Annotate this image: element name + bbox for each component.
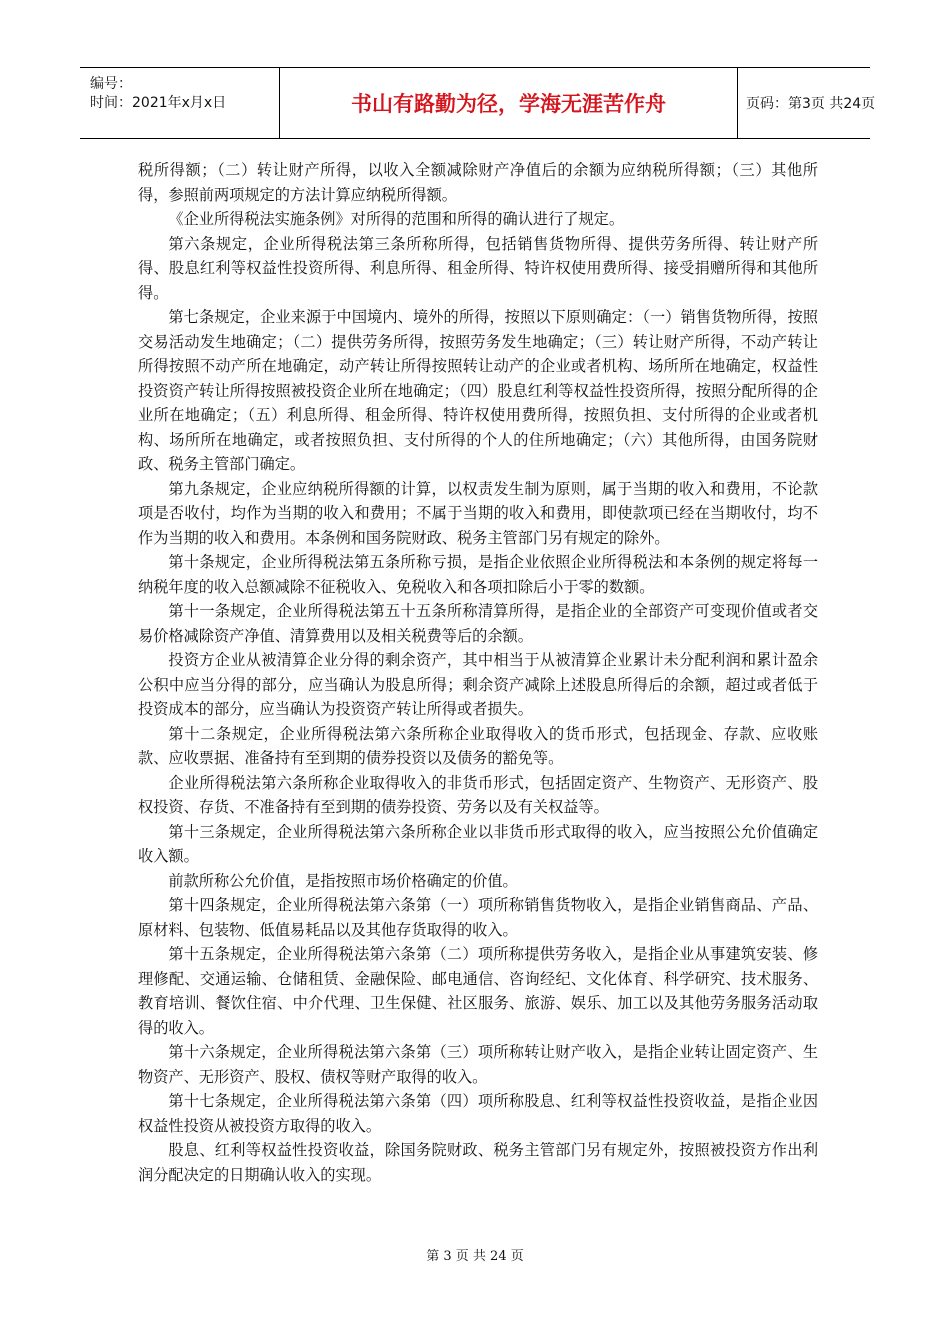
footer-page-number: 第 3 页 共 24 页 <box>426 1249 524 1264</box>
body-paragraph: 前款所称公允价值，是指按照市场价格确定的价值。 <box>168 871 518 890</box>
header-motto: 书山有路勤为径，学海无涯苦作舟 <box>351 92 666 116</box>
document-number-label: 编号： <box>90 76 132 92</box>
page-footer <box>0 1245 950 1264</box>
body-paragraph: 第九条规定，企业应纳税所得额的计算，以权责发生制为原则，属于当期的收入和费用，不论款项是否收付，均作为当期的收入和费用；不属于当期的收入和费用，即使款项已经在当期收付，均不作为当期的收入和费用。本条例和国务院财政、税务主管部门另有规定的除外。 <box>138 479 818 547</box>
document-body <box>138 158 818 1187</box>
body-paragraph: 税所得额；（二）转让财产所得，以收入全额减除财产净值后的余额为应纳税所得额；（三）其他所得，参照前两项规定的方法计算应纳税所得额。 <box>138 161 818 204</box>
body-paragraph: 《企业所得税法实施条例》对所得的范围和所得的确认进行了规定。 <box>168 210 625 228</box>
body-paragraph: 企业所得税法第六条所称企业取得收入的非货币形式，包括固定资产、生物资产、无形资产、股权投资、存货、不准备持有至到期的债券投资、劳务以及有关权益等。 <box>138 773 818 816</box>
header-page-info: 页码：第3页 共24页 <box>746 96 876 112</box>
body-paragraph: 第十七条规定，企业所得税法第六条第（四）项所称股息、红利等权益性投资收益，是指企业因权益性投资从被投资方取得的收入。 <box>138 1092 818 1135</box>
body-paragraph: 第六条规定，企业所得税法第三条所称所得，包括销售货物所得、提供劳务所得、转让财产所得、股息红利等权益性投资所得、利息所得、租金所得、特许权使用费所得、接受捐赠所得和其他所得。 <box>138 234 818 302</box>
body-paragraph: 第十二条规定，企业所得税法第六条所称企业取得收入的货币形式，包括现金、存款、应收账款、应收票据、准备持有至到期的债券投资以及债务的豁免等。 <box>138 724 818 767</box>
body-paragraph: 第十五条规定，企业所得税法第六条第（二）项所称提供劳务收入，是指企业从事建筑安装、修理修配、交通运输、仓储租赁、金融保险、邮电通信、咨询经纪、文化体育、科学研究、技术服务、教育培训、餐饮住宿、中介代理、卫生保健、社区服务、旅游、娱乐、加工以及其他劳务服务活动取得的收入。 <box>138 945 818 1037</box>
body-paragraph: 第十条规定，企业所得税法第五条所称亏损，是指企业依照企业所得税法和本条例的规定将每一纳税年度的收入总额减除不征税收入、免税收入和各项扣除后小于零的数额。 <box>138 553 818 596</box>
document-date-label: 时间：2021年x月x日 <box>90 95 227 111</box>
body-paragraph: 投资方企业从被清算企业分得的剩余资产，其中相当于从被清算企业累计未分配利润和累计盈余公积中应当分得的部分，应当确认为股息所得；剩余资产减除上述股息所得后的余额，超过或者低于投资成本的部分，应当确认为投资资产转让所得或者损失。 <box>138 651 818 718</box>
page-header <box>80 67 876 139</box>
header-meta-cell <box>80 68 279 138</box>
body-paragraph: 第七条规定，企业来源于中国境内、境外的所得，按照以下原则确定：（一）销售货物所得，按照交易活动发生地确定；（二）提供劳务所得，按照劳务发生地确定；（三）转让财产所得，不动产转让所得按照不动产所在地确定，动产转让所得按照转让动产的企业或者机构、场所所在地确定，权益性投资资产转让所得按照被投资企业所在地确定；（四）股息红利等权益性投资所得，按照分配所得的企业所在地确定；（五）利息所得、租金所得、特许权使用费所得，按照负担、支付所得的企业或者机构、场所所在地确定，或者按照负担、支付所得的个人的住所地确定；（六）其他所得，由国务院财政、税务主管部门确定。 <box>138 308 818 473</box>
body-paragraph: 第十一条规定，企业所得税法第五十五条所称清算所得，是指企业的全部资产可变现价值或者交易价格减除资产净值、清算费用以及相关税费等后的余额。 <box>138 602 818 645</box>
body-paragraph: 第十三条规定，企业所得税法第六条所称企业以非货币形式取得的收入，应当按照公允价值确定收入额。 <box>138 822 818 865</box>
body-paragraph: 第十四条规定，企业所得税法第六条第（一）项所称销售货物收入，是指企业销售商品、产品、原材料、包装物、低值易耗品以及其他存货取得的收入。 <box>138 896 818 939</box>
body-paragraph: 第十六条规定，企业所得税法第六条第（三）项所称转让财产收入，是指企业转让固定资产、生物资产、无形资产、股权、债权等财产取得的收入。 <box>138 1043 818 1086</box>
body-paragraph: 股息、红利等权益性投资收益，除国务院财政、税务主管部门另有规定外，按照被投资方作出利润分配决定的日期确认收入的实现。 <box>138 1141 818 1184</box>
